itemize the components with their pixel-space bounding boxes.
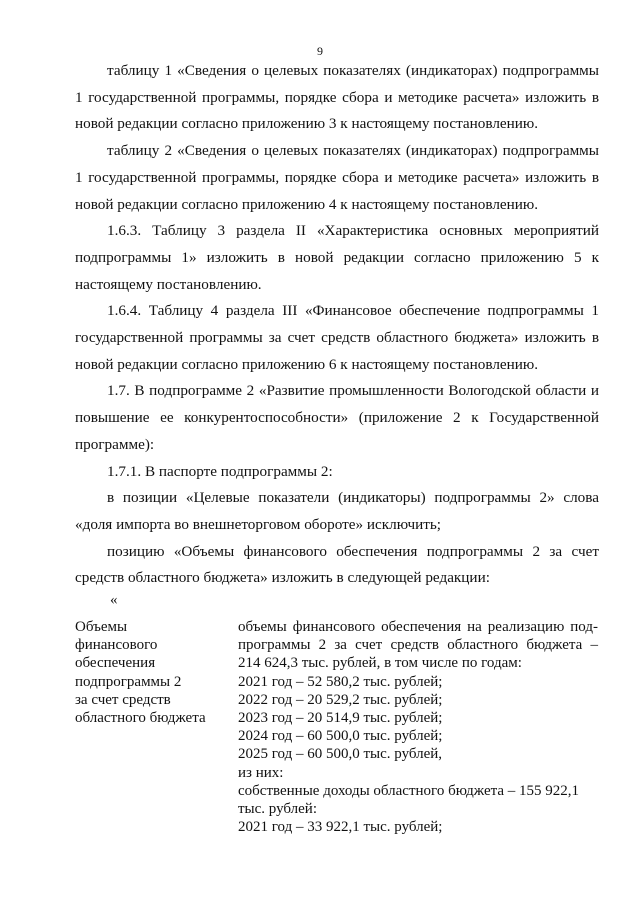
table-value-line: 2021 год – 33 922,1 тыс. рублей; [238, 819, 443, 836]
table-value-line: из них: [238, 764, 284, 781]
paragraph: 1.6.3. Таблицу 3 раздела II «Характеристика основных мероприятий подпрограммы 1» изложить в новой редакции согласно приложению 5 к настоящему постановлению. [75, 222, 599, 293]
table-value-line: 2023 год – 20 514,9 тыс. рублей; [238, 710, 443, 727]
table-label-line: областного бюджета [75, 710, 206, 727]
table-value-line: 2021 год – 52 580,2 тыс. рублей; [238, 673, 443, 690]
paragraph: 1.7. В подпрограмме 2 «Развитие промышленности Вологодской области и повышение ее конкурентоспособности» (приложение 2 к Государственной программе): [75, 382, 599, 453]
table-label-line: за счет средств [75, 691, 171, 708]
table-label-line: Объемы [75, 619, 128, 635]
table-value-column [238, 618, 598, 836]
table-label-line: подпрограммы 2 [75, 673, 182, 690]
body-text [75, 58, 599, 592]
paragraph: 1.6.4. Таблицу 4 раздела III «Финансовое обеспечение подпрограммы 1 государственной программы за счет средств областного бюджета» изложить в новой редакции согласно приложению 6 к настоящему постановлению. [75, 302, 599, 373]
table-value-line: тыс. рублей: [238, 801, 317, 818]
paragraph: таблицу 1 «Сведения о целевых показателях (индикаторах) подпрограммы 1 государственной программы, порядке сбора и методике расчета» изложить в новой редакции согласно приложению 3 к настоящему постановлению. [75, 62, 599, 133]
opening-quote: « [110, 592, 118, 608]
table-value-line: программы 2 за счет средств областного бюджета – [238, 637, 598, 654]
table-label-line: обеспечения [75, 655, 156, 672]
paragraph: в позиции «Целевые показатели (индикаторы) подпрограммы 2» слова «доля импорта во внешнеторговом обороте» исключить; [75, 489, 599, 533]
paragraph: позицию «Объемы финансового обеспечения подпрограммы 2 за счет средств областного бюджета» изложить в следующей редакции: [75, 542, 599, 587]
table-value-line: 2025 год – 60 500,0 тыс. рублей, [238, 746, 443, 763]
table-value-line: 2022 год – 20 529,2 тыс. рублей; [238, 691, 443, 708]
paragraph: таблицу 2 «Сведения о целевых показателях (индикаторах) подпрограммы 1 государственной программы, порядке сбора и методике расчета» изложить в новой редакции согласно приложению 4 к настоящему постановлению. [75, 142, 599, 213]
table-value-line: 2024 год – 60 500,0 тыс. рублей; [238, 728, 443, 745]
page-number: 9 [317, 44, 323, 58]
table-value-line: объемы финансового обеспечения на реализацию под- [238, 619, 598, 635]
table-value-line: собственные доходы областного бюджета – 155 922,1 [238, 782, 580, 799]
table-label-line: финансового [75, 637, 158, 654]
paragraph: 1.7.1. В паспорте подпрограммы 2: [107, 462, 333, 480]
table-label-column [75, 618, 225, 727]
table-value-line: 214 624,3 тыс. рублей, в том числе по годам: [238, 655, 522, 672]
